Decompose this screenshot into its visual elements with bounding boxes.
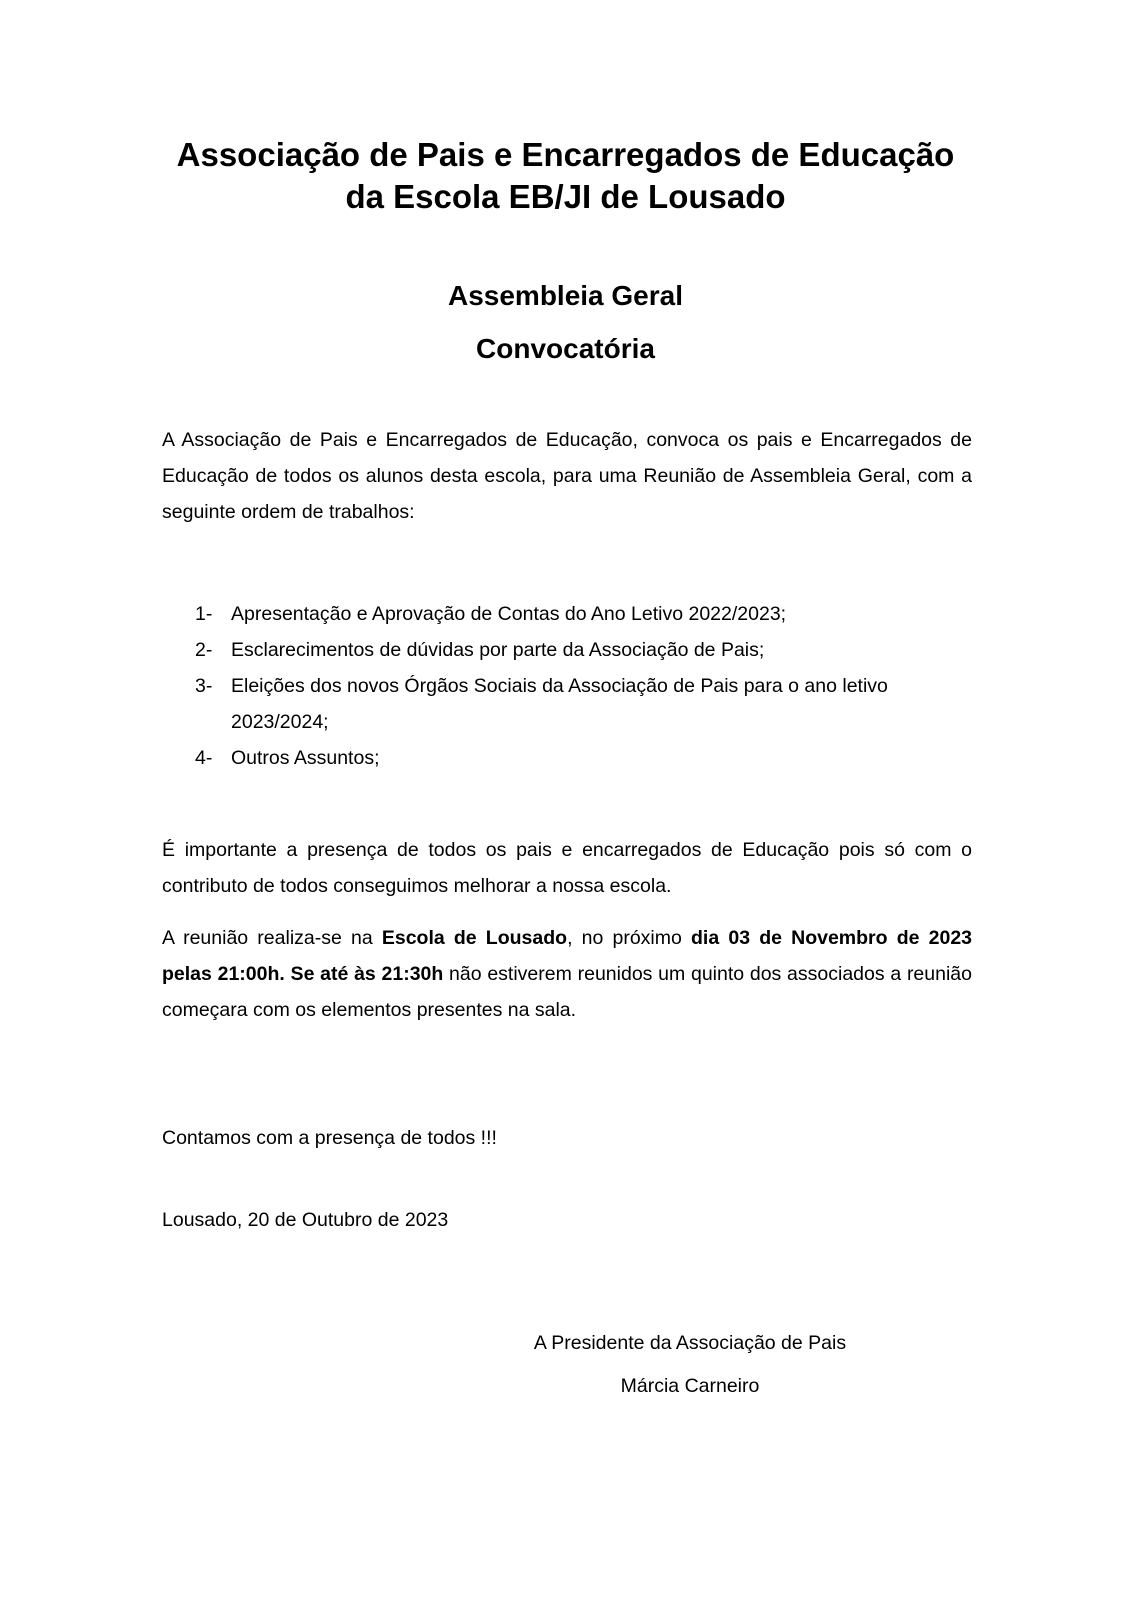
meeting-datetime: dia 03 de Novembro de 2023 pelas 21:00h. Se até às 21:30h [162,927,973,985]
agenda-number: 2- [195,639,213,661]
subtitle-notice: Convocatória [476,333,655,364]
agenda-item [195,596,975,632]
meeting-location: Escola de Lousado [381,927,568,949]
importance-paragraph: É importante a presença de todos os pais e encarregados de Educação pois só com o contributo de todos conseguimos melhorar a nossa escola. [162,839,972,897]
agenda-number: 3- [195,675,213,697]
agenda-number: 4- [195,747,213,769]
subtitle-assembly: Assembleia Geral [447,280,684,311]
agenda-text: Outros Assuntos; [231,747,380,769]
agenda-text: Eleições dos novos Órgãos Sociais da Associação de Pais para o ano letivo 2023/2024; [231,675,888,733]
title-line-1: Associação de Pais e Encarregados de Educação [176,136,955,173]
agenda-item [195,740,975,776]
signature-role: A Presidente da Associação de Pais [533,1332,847,1354]
title-line-2: da Escola EB/JI de Lousado [345,178,786,215]
meeting-paragraph [162,920,972,1028]
agenda-list [195,596,975,776]
document-title [100,134,1031,218]
place-date: Lousado, 20 de Outubro de 2023 [162,1209,449,1231]
meeting-text-1: A reunião realiza-se na [162,927,382,949]
agenda-number: 1- [195,603,213,625]
agenda-text: Esclarecimentos de dúvidas por parte da Associação de Pais; [231,639,765,661]
intro-paragraph: A Associação de Pais e Encarregados de Educação, convoca os pais e Encarregados de Educação de todos os alunos desta escola, para uma Reunião de Assembleia Geral, com a seguinte ordem de trabalhos: [162,429,972,523]
agenda-text: Apresentação e Aprovação de Contas do Ano Letivo 2022/2023; [231,603,787,625]
agenda-item [195,632,975,668]
meeting-text-2: , no próximo [567,927,692,949]
meeting-text-3: não estiverem reunidos um quinto dos associados a reunião começara com os elementos presentes na sala. [162,963,972,1021]
agenda-item [195,668,975,740]
signature-name: Márcia Carneiro [620,1375,760,1397]
closing-line: Contamos com a presença de todos !!! [162,1127,497,1149]
